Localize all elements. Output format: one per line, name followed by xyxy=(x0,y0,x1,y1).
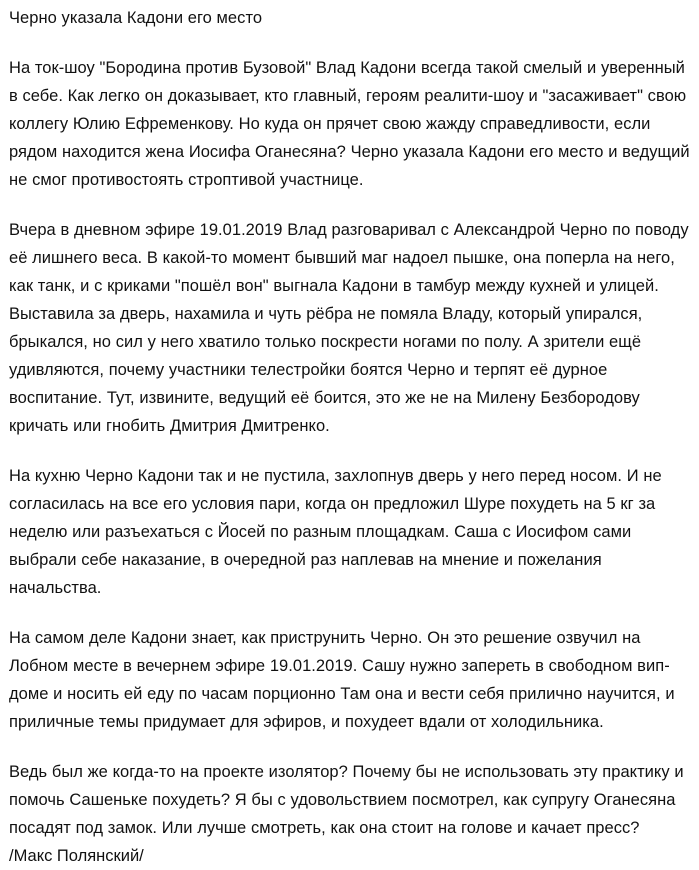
author-signature: /Макс Полянский/ xyxy=(9,847,144,865)
paragraph-spacer-3 xyxy=(9,602,691,624)
paragraph-5: Ведь был же когда-то на проекте изолятор? Почему бы не использовать эту практику и помочь Сашеньке похудеть? Я бы с удовольствием посмотрел, как супругу Оганесяна посадят под замок. Или лучше смотреть, как она стоит на голове и качает пресс? xyxy=(9,763,684,837)
paragraph-4: На самом деле Кадони знает, как приструнить Черно. Он это решение озвучил на Лобном месте в вечернем эфире 19.01.2019. Сашу нужно запереть в свободном вип-доме и носить ей еду по часам порционно Там она и вести себя прилично научится, и приличные темы придумает для эфиров, и похудеет вдали от холодильника. xyxy=(9,629,675,731)
paragraph-spacer-1 xyxy=(9,194,691,216)
paragraph-3: На кухню Черно Кадони так и не пустила, захлопнув дверь у него перед носом. И не согласилась на все его условия пари, когда он предложил Шуре похудеть на 5 кг за неделю или разъехаться с Йосей по разным площадкам. Саша с Иосифом сами выбрали себе наказание, в очередной раз наплевав на мнение и пожелания начальства. xyxy=(9,467,662,597)
article-body xyxy=(9,54,691,870)
paragraph-2: Вчера в дневном эфире 19.01.2019 Влад разговаривал с Александрой Черно по поводу её лишнего веса. В какой-то момент бывший маг надоел пышке, она поперла на него, как танк, и с криками "пошёл вон" выгнала Кадони в тамбур между кухней и улицей. Выставила за дверь, нахамила и чуть рёбра не помяла Владу, который упирался, брыкался, но сил у него хватило только поскрести ногами по полу. А зрители ещё удивляются, почему участники телестройки боятся Черно и терпят её дурное воспитание. Тут, извините, ведущий её боится, это же не на Милену Безбородову кричать или гнобить Дмитрия Дмитренко. xyxy=(9,221,689,435)
title-paragraph-spacer xyxy=(9,32,691,54)
paragraph-spacer-4 xyxy=(9,736,691,758)
page-title: Черно указала Кадони его место xyxy=(9,9,263,27)
paragraph-spacer-2 xyxy=(9,440,691,462)
paragraph-1: На ток-шоу "Бородина против Бузовой" Влад Кадони всегда такой смелый и уверенный в себе. Как легко он доказывает, кто главный, героям реалити-шоу и "засаживает" свою коллегу Юлию Ефременкову. Но куда он прячет свою жажду справедливости, если рядом находится жена Иосифа Оганесяна? Черно указала Кадони его место и ведущий не смог противостоять строптивой участнице. xyxy=(9,59,690,189)
